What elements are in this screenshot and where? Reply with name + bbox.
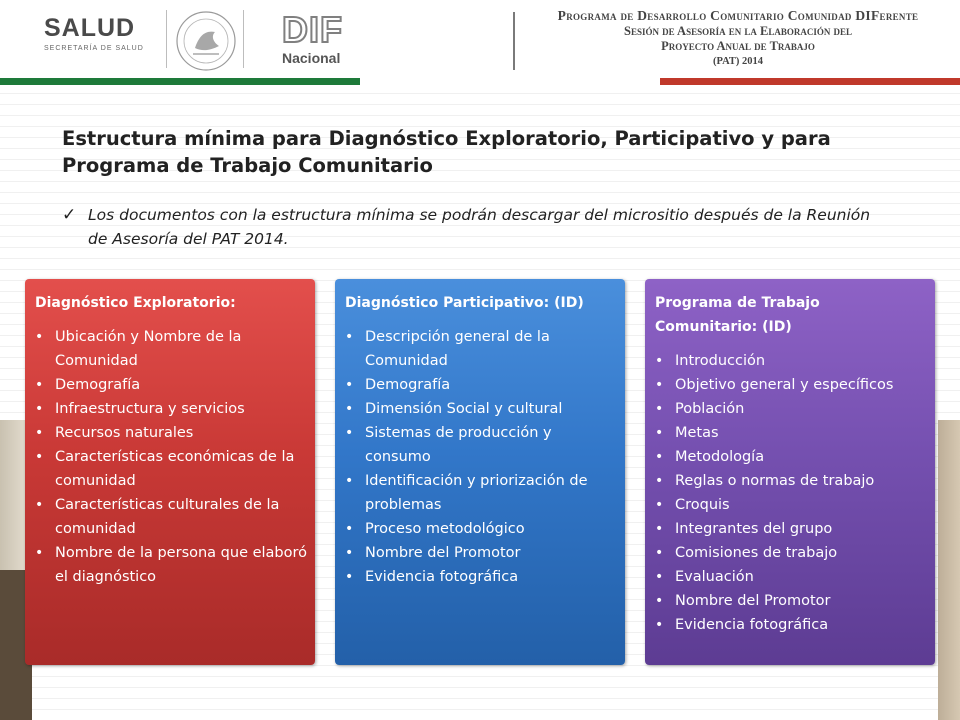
box-heading: Diagnóstico Exploratorio: [35,295,236,311]
list-item: • Evidencia fotográfica [345,565,620,589]
salud-logo-text: SALUD [44,14,136,42]
slide-title [62,125,892,179]
list-item: • Población [655,397,930,421]
header-divider [166,10,167,68]
download-note [62,203,892,251]
salud-logo [44,14,144,52]
list-item: • Objetivo general y específicos [655,373,930,397]
dif-logo-subtitle: Nacional [282,50,341,66]
stripe-white [360,78,660,85]
list-item: • Recursos naturales [35,421,310,445]
slide-header [0,0,960,82]
slide-title-line2: Programa de Trabajo Comunitario [62,154,433,177]
list-item: • Nombre del Promotor [655,589,930,613]
salud-logo-subtitle: SECRETARÍA DE SALUD [44,45,144,52]
box-heading: Diagnóstico Participativo: (ID) [345,295,584,311]
list-item: • Nombre de la persona que elaboró el diagnóstico [35,541,310,589]
list-item: • Características culturales de la comunidad [35,493,310,541]
stripe-red [660,78,960,85]
national-seal-icon [175,10,237,72]
list-item: • Identificación y priorización de problemas [345,469,620,517]
program-title [523,8,953,67]
list-item: • Evaluación [655,565,930,589]
list-item: • Ubicación y Nombre de la Comunidad [35,325,310,373]
stripe-green [0,78,360,85]
list-item: • Integrantes del grupo [655,517,930,541]
list-item: • Descripción general de la Comunidad [345,325,620,373]
download-note-text: Los documentos con la estructura mínima se podrán descargar del micrositio después de la Reunión de Asesoría del PAT 2014. [88,206,871,248]
program-title-line4: (PAT) 2014 [712,56,764,67]
list-item: • Croquis [655,493,930,517]
program-title-line3: Proyecto Anual de Trabajo [661,39,815,53]
list-item: • Demografía [35,373,310,397]
list-item: • Metodología [655,445,930,469]
box-diagnostico-exploratorio [25,279,315,665]
list-item: • Reglas o normas de trabajo [655,469,930,493]
header-color-stripes [0,78,960,85]
list-item: • Demografía [345,373,620,397]
box-list [35,325,310,589]
list-item: • Introducción [655,349,930,373]
list-item: • Metas [655,421,930,445]
list-item: • Comisiones de trabajo [655,541,930,565]
dif-logo [282,9,343,66]
list-item: • Sistemas de producción y consumo [345,421,620,469]
list-item: • Proceso metodológico [345,517,620,541]
box-list [345,325,620,589]
list-item: • Evidencia fotográfica [655,613,930,637]
dif-logo-text: DIF [282,9,343,50]
list-item: • Infraestructura y servicios [35,397,310,421]
header-divider-2 [243,10,244,68]
program-divider [513,12,515,70]
program-title-line2: Sesión de Asesoría en la Elaboración del [624,24,852,38]
list-item: • Nombre del Promotor [345,541,620,565]
background-photo-right [938,420,960,720]
box-heading: Programa de Trabajo Comunitario: (ID) [655,295,820,335]
program-title-line1: Programa de Desarrollo Comunitario Comunidad DIFerente [557,8,919,23]
box-diagnostico-participativo [335,279,625,665]
slide-title-line1: Estructura mínima para Diagnóstico Exploratorio, Participativo y para [62,127,831,150]
list-item: • Dimensión Social y cultural [345,397,620,421]
list-item: • Características económicas de la comunidad [35,445,310,493]
box-programa-trabajo [645,279,935,665]
box-list [655,349,930,637]
checkmark-icon: ✓ [62,205,77,225]
